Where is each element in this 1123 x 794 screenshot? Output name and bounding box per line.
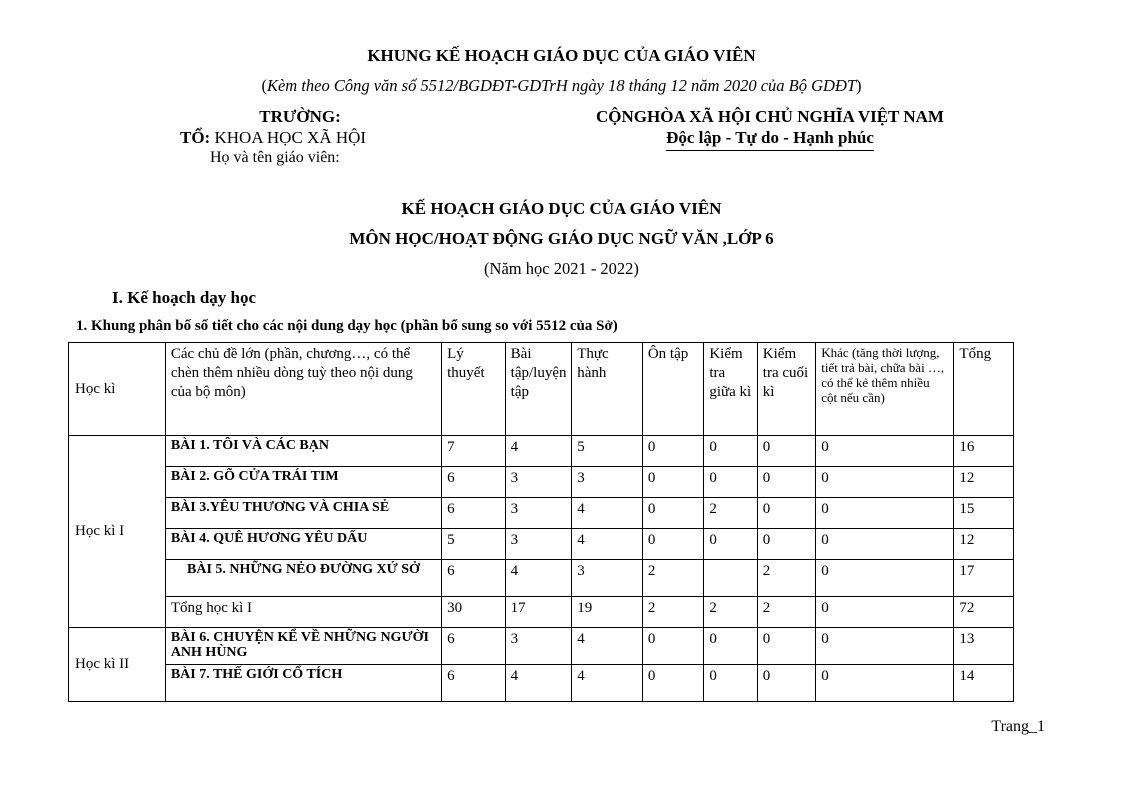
- value-cell: 6: [442, 628, 506, 665]
- value-cell: 14: [954, 665, 1014, 702]
- value-cell: 0: [816, 467, 954, 498]
- value-cell: 0: [642, 529, 704, 560]
- school-label: TRƯỜNG:: [259, 107, 341, 126]
- section-heading: I. Kế hoạch dạy học: [112, 288, 257, 307]
- table-row: [69, 467, 1014, 498]
- topic-cell: BÀI 7. THẾ GIỚI CỔ TÍCH: [165, 665, 441, 702]
- value-cell: 0: [704, 628, 757, 665]
- value-cell: 0: [757, 529, 815, 560]
- topic-cell: BÀI 1. TÔI VÀ CÁC BẠN: [165, 436, 441, 467]
- header-topics: Các chủ đề lớn (phần, chương…, có thể chèn thêm nhiều dòng tuỳ theo nội dung của bộ môn): [165, 343, 441, 436]
- value-cell: 16: [954, 436, 1014, 467]
- value-cell: 4: [572, 665, 643, 702]
- document-subtitle: [0, 76, 1123, 96]
- subtitle-reference: Kèm theo Công văn số 5512/BGDĐT-GDTrH ngày 18 tháng 12 năm 2020 của Bộ GDĐT: [266, 76, 857, 95]
- value-cell: 5: [442, 529, 506, 560]
- value-cell: 0: [642, 436, 704, 467]
- value-cell: 13: [954, 628, 1014, 665]
- subsection-heading: 1. Khung phân bố số tiết cho các nội dung dạy học (phần bổ sung so với 5512 của Sở): [76, 318, 618, 334]
- motto-text: Độc lập - Tự do - Hạnh phúc: [666, 128, 874, 151]
- value-cell: 4: [505, 665, 572, 702]
- subtitle-open-paren: (: [261, 76, 267, 95]
- value-cell: 0: [642, 467, 704, 498]
- table-row: [69, 665, 1014, 702]
- value-cell: 0: [704, 467, 757, 498]
- value-cell: 6: [442, 467, 506, 498]
- value-cell: 0: [816, 628, 954, 665]
- value-cell: 30: [442, 597, 506, 628]
- topic-cell: BÀI 6. CHUYỆN KỂ VỀ NHỮNG NGƯỜI ANH HÙNG: [165, 628, 441, 665]
- value-cell: 0: [704, 665, 757, 702]
- value-cell: 3: [505, 498, 572, 529]
- department-label: TỔ:: [180, 128, 211, 147]
- table-header-row: [69, 343, 1014, 436]
- value-cell: 0: [704, 529, 757, 560]
- header-practice: Thực hành: [572, 343, 643, 436]
- department-value: KHOA HỌC XÃ HỘI: [214, 128, 367, 147]
- subject-title: MÔN HỌC/HOẠT ĐỘNG GIÁO DỤC NGỮ VĂN ,LỚP 6: [349, 229, 774, 248]
- topic-cell: BÀI 3.YÊU THƯƠNG VÀ CHIA SẺ: [165, 498, 441, 529]
- department-line: [180, 128, 420, 148]
- header-other: Khác (tăng thời lượng, tiết trả bài, chữa bài …, có thể kẻ thêm nhiều cột nếu cần): [816, 343, 954, 436]
- value-cell: 12: [954, 529, 1014, 560]
- header-term: Học kì: [69, 343, 166, 436]
- page-number: Trang_1: [991, 718, 1045, 735]
- table-row: [69, 628, 1014, 665]
- teacher-name-label: Họ và tên giáo viên:: [210, 149, 340, 166]
- value-cell: 3: [505, 467, 572, 498]
- value-cell: 0: [816, 560, 954, 597]
- value-cell: 4: [572, 628, 643, 665]
- value-cell: 0: [816, 529, 954, 560]
- table-row: [69, 560, 1014, 597]
- value-cell: 4: [505, 560, 572, 597]
- value-cell: 4: [572, 529, 643, 560]
- header-exercises: Bài tập/luyện tập: [505, 343, 572, 436]
- document-title: KHUNG KẾ HOẠCH GIÁO DỤC CỦA GIÁO VIÊN: [367, 46, 756, 65]
- value-cell: 19: [572, 597, 643, 628]
- value-cell: 0: [642, 628, 704, 665]
- value-cell: 5: [572, 436, 643, 467]
- table-row: [69, 498, 1014, 529]
- value-cell: 0: [757, 436, 815, 467]
- value-cell: 2: [704, 498, 757, 529]
- value-cell: 0: [642, 665, 704, 702]
- value-cell: 2: [642, 597, 704, 628]
- value-cell: 0: [757, 498, 815, 529]
- value-cell: 0: [757, 467, 815, 498]
- value-cell: 2: [704, 597, 757, 628]
- subtitle-close-paren: ): [856, 76, 862, 95]
- value-cell: 6: [442, 560, 506, 597]
- value-cell: 3: [505, 628, 572, 665]
- header-final: Kiểm tra cuối kì: [757, 343, 815, 436]
- value-cell: 0: [816, 597, 954, 628]
- value-cell: 0: [816, 436, 954, 467]
- topic-cell: BÀI 5. NHỮNG NẺO ĐƯỜNG XỨ SỞ: [165, 560, 441, 597]
- value-cell: 6: [442, 665, 506, 702]
- value-cell: 0: [704, 436, 757, 467]
- value-cell: 2: [642, 560, 704, 597]
- value-cell: 15: [954, 498, 1014, 529]
- topic-cell: BÀI 2. GÕ CỬA TRÁI TIM: [165, 467, 441, 498]
- value-cell: 0: [642, 498, 704, 529]
- value-cell: 3: [572, 560, 643, 597]
- value-cell: 4: [505, 436, 572, 467]
- header-theory: Lý thuyết: [442, 343, 506, 436]
- value-cell: 17: [954, 560, 1014, 597]
- plan-title: KẾ HOẠCH GIÁO DỤC CỦA GIÁO VIÊN: [401, 199, 722, 218]
- value-cell: [704, 560, 757, 597]
- value-cell: 17: [505, 597, 572, 628]
- value-cell: 3: [572, 467, 643, 498]
- national-motto: [560, 128, 980, 151]
- value-cell: 4: [572, 498, 643, 529]
- value-cell: 0: [816, 498, 954, 529]
- table-row: [69, 436, 1014, 467]
- value-cell: 2: [757, 597, 815, 628]
- topic-cell: Tổng học kì I: [165, 597, 441, 628]
- table-row-term-total: [69, 597, 1014, 628]
- value-cell: 72: [954, 597, 1014, 628]
- value-cell: 2: [757, 560, 815, 597]
- lesson-plan-table: [68, 342, 1014, 702]
- value-cell: 6: [442, 498, 506, 529]
- header-review: Ôn tập: [642, 343, 704, 436]
- value-cell: 12: [954, 467, 1014, 498]
- value-cell: 0: [816, 665, 954, 702]
- school-year: (Năm học 2021 - 2022): [484, 259, 639, 278]
- value-cell: 7: [442, 436, 506, 467]
- table-row: [69, 529, 1014, 560]
- nation-heading: CỘNGHÒA XÃ HỘI CHỦ NGHĨA VIỆT NAM: [596, 107, 944, 126]
- header-total: Tổng: [954, 343, 1014, 436]
- term-2-cell: Học kì II: [69, 628, 166, 702]
- value-cell: 0: [757, 628, 815, 665]
- term-1-cell: Học kì I: [69, 436, 166, 628]
- topic-cell: BÀI 4. QUÊ HƯƠNG YÊU DẤU: [165, 529, 441, 560]
- value-cell: 0: [757, 665, 815, 702]
- value-cell: 3: [505, 529, 572, 560]
- header-midterm: Kiểm tra giữa kì: [704, 343, 757, 436]
